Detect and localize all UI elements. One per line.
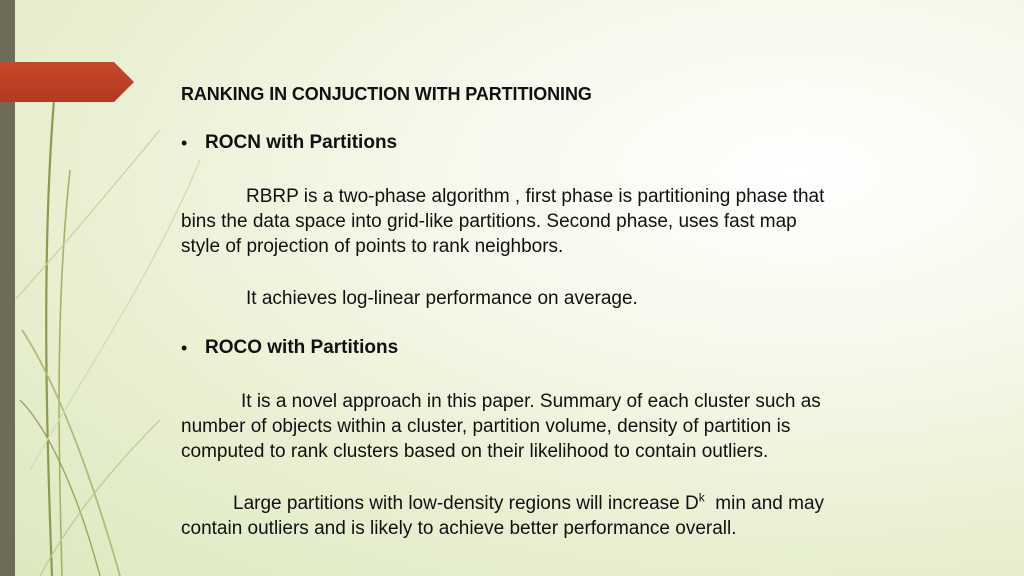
roco-heading: ROCO with Partitions [205, 337, 399, 358]
rocn-line-2: bins the data space into grid-like partitions. Second phase, uses fast map [181, 211, 797, 232]
roco-note-line-2: contain outliers and is likely to achieve better performance overall. [181, 518, 737, 539]
roco-line-2: number of objects within a cluster, partition volume, density of partition is [181, 416, 791, 437]
roco-line-1: It is a novel approach in this paper. Summary of each cluster such as [241, 391, 821, 412]
rocn-line-3: style of projection of points to rank neighbors. [181, 236, 564, 257]
rocn-description [181, 184, 824, 259]
superscript-k: k [698, 490, 705, 505]
bullet-dot: • [181, 132, 188, 153]
bullet-dot: • [181, 337, 188, 358]
roco-note-line-1a: Large partitions with low-density regions will increase D [233, 493, 699, 514]
roco-line-3: computed to rank clusters based on their likelihood to contain outliers. [181, 441, 769, 462]
slide-title: RANKING IN CONJUCTION WITH PARTITIONING [181, 84, 592, 104]
bullet-rocn [181, 132, 397, 154]
title-accent-tab [0, 62, 134, 102]
rocn-performance [181, 286, 638, 311]
bullet-roco [181, 337, 398, 359]
rocn-line-1: RBRP is a two-phase algorithm , first phase is partitioning phase that [246, 186, 825, 207]
rocn-heading: ROCN with Partitions [205, 132, 398, 153]
rocn-performance-text: It achieves log-linear performance on average. [246, 288, 638, 309]
roco-description [181, 389, 821, 464]
roco-note-line-1b: min and may [704, 493, 825, 514]
roco-partitions-note [181, 491, 824, 541]
